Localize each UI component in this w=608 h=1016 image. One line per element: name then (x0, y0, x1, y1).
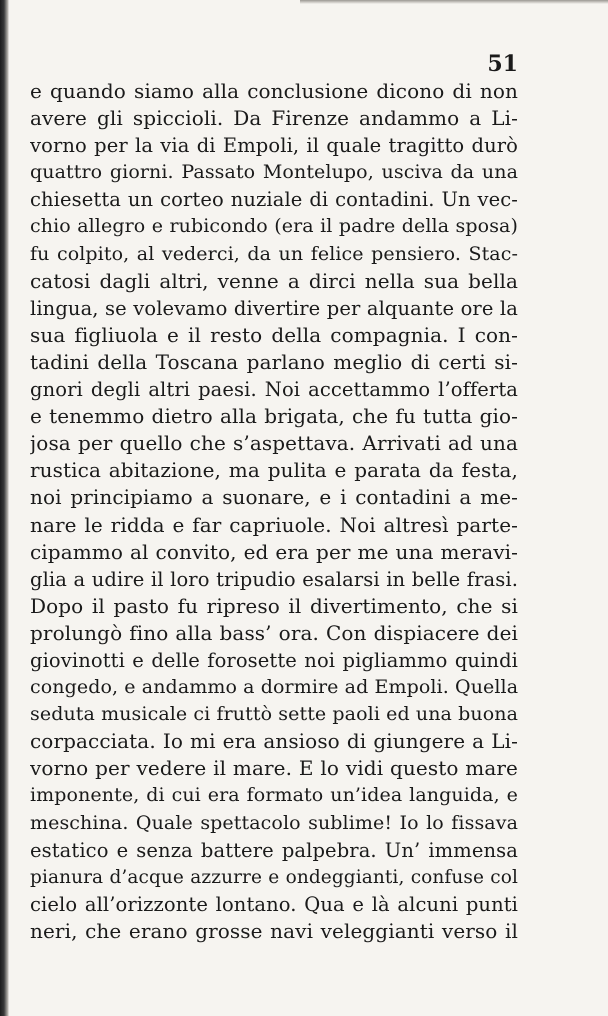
page-binding-shadow (0, 0, 9, 1016)
text-line: catosi dagli altri, venne a dirci nella sua bella (30, 268, 518, 293)
text-line: estatico e senza battere palpebra. Un’ immensa (30, 838, 518, 862)
text-line: seduta musicale ci fruttò sette paoli ed una buona (30, 703, 518, 726)
text-line: meschina. Quale spettacolo sublime! Io lo fissava (30, 811, 518, 834)
text-line: chiesetta un corteo nuziale di contadini. Un vec- (30, 188, 518, 212)
text-line: quattro giorni. Passato Montelupo, usciva da una (30, 161, 518, 184)
text-line: lingua, se volevamo divertire per alquante ore la (30, 296, 518, 320)
text-line: neri, che erano grosse navi veleggianti verso il (30, 918, 518, 943)
text-line: glia a udire il loro tripudio esalarsi in belle frasi. (30, 567, 518, 591)
page-top-shadow (300, 0, 608, 4)
text-line: nare le ridda e far capriuole. Noi altresì parte- (30, 512, 518, 537)
text-line: rustica abitazione, ma pulita e parata da festa, (30, 458, 518, 483)
text-line: pianura d’acque azzurre e ondeggianti, confuse col (30, 866, 518, 888)
text-line: avere gli spiccioli. Da Firenze andammo a Li- (30, 106, 518, 131)
text-line: tadini della Toscana parlano meglio di certi si- (30, 349, 518, 374)
page-number: 51 (487, 51, 518, 77)
text-line: corpacciata. Io mi era ansioso di giungere a Li- (30, 729, 518, 754)
text-line: Dopo il pasto fu ripreso il divertimento, che si (30, 593, 518, 618)
text-line: sua figliuola e il resto della compagnia. I con- (30, 322, 518, 347)
text-line: giovinotti e delle forosette noi pigliammo quindi (30, 648, 518, 672)
text-line: josa per quello che s’aspettava. Arrivati ad una (30, 431, 518, 456)
text-line: gnori degli altri paesi. Noi accettammo l’offerta (30, 378, 518, 402)
text-line: noi principiamo a suonare, e i contadini a me- (30, 485, 518, 510)
text-line: congedo, e andammo a dormire ad Empoli. Quella (30, 676, 518, 699)
text-line: cielo all’orizzonte lontano. Qua e là alcuni punti (30, 892, 518, 916)
text-line: vorno per vedere il mare. E lo vidi questo mare (30, 756, 518, 781)
text-line: e quando siamo alla conclusione dicono di non (30, 79, 518, 103)
text-line: imponente, di cui era formato un’idea languida, e (30, 784, 518, 807)
text-line: vorno per la via di Empoli, il quale tragitto durò (30, 134, 518, 158)
text-line: e tenemmo dietro alla brigata, che fu tutta gio- (30, 404, 518, 429)
text-line: cipammo al convito, ed era per me una meravi- (30, 539, 518, 564)
text-line: fu colpito, al vederci, da un felice pensiero. Stac- (30, 242, 518, 265)
text-line: chio allegro e rubicondo (era il padre della sposa) (30, 215, 518, 238)
text-line: prolungò fino alla bass’ ora. Con dispiacere dei (30, 620, 518, 645)
body-text (30, 78, 518, 945)
